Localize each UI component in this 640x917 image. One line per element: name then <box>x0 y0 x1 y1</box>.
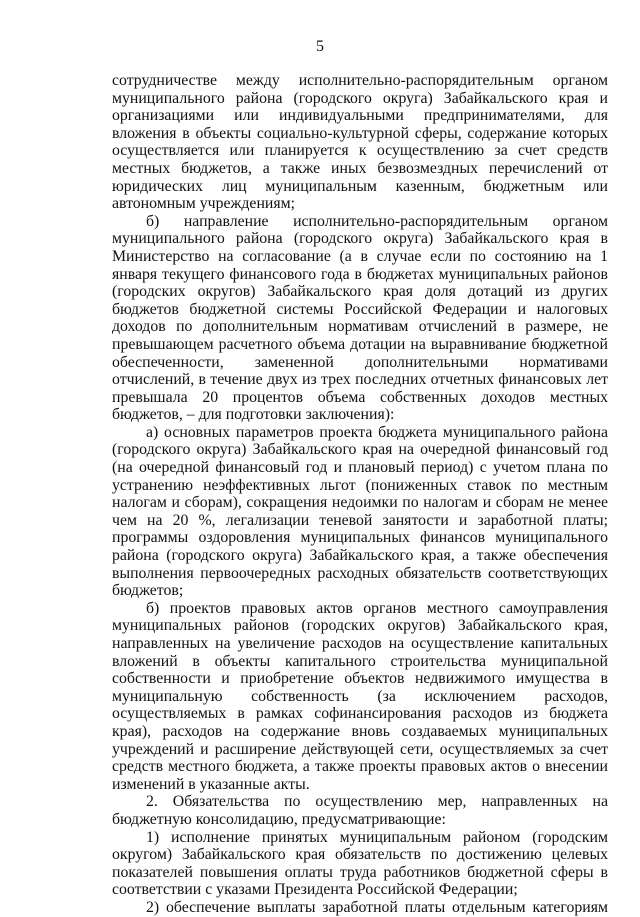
paragraph-subitem-b: б) проектов правовых актов органов местного самоуправления муниципальных районов (городских округов) Забайкальского края, направленных на увеличение расходов на осуществление капитальных вложений в объекты капитального строительства муниципальной собственности и приобретение объектов недвижимого имущества в муниципальную собственность (за исключением расходов, осуществляемых в рамках софинансирования расходов из бюджета края), расходов на содержание вновь создаваемых муниципальных учреждений и расширение действующей сети, осуществляемых за счет средств местного бюджета, а также проекты правовых актов о внесении изменений в указанные акты. <box>112 599 608 793</box>
page-number: 5 <box>316 38 324 55</box>
document-body <box>112 72 608 917</box>
paragraph-continuation: сотрудничестве между исполнительно-распорядительным органом муниципального района (городского округа) Забайкальского края и организациями или индивидуальными предпринимателями, для вложения в объекты социально-культурной сферы, содержание которых осуществляется или планируется к осуществлению за счет средств местных бюджетов, а также иных безвозмездных перечислений от юридических лиц муниципальным казенным, бюджетным или автономным учреждениям; <box>112 72 608 213</box>
paragraph-item-b: б) направление исполнительно-распорядительным органом муниципального района (городского округа) Забайкальского края в Министерство на согласование (а в случае если по состоянию на 1 января текущего финансового года в бюджетах муниципальных районов (городских округов) Забайкальского края доля дотаций из других бюджетов бюджетной системы Российской Федерации и налоговых доходов по дополнительным нормативам отчислений в размере, не превышающем расчетного объема дотации на выравнивание бюджетной обеспеченности, замененной дополнительными нормативами отчислений, в течение двух из трех последних отчетных финансовых лет превышала 20 процентов объема собственных доходов местных бюджетов, – для подготовки заключения): <box>112 212 608 424</box>
paragraph-subitem-2: 2) обеспечение выплаты заработной платы отдельным категориям <box>146 898 608 916</box>
paragraph-subitem-a: а) основных параметров проекта бюджета муниципального района (городского округа) Забайкальского края на очередной финансовый год (на очередной финансовый год и плановый период) с учетом плана по устранению неэффективных льгот (пониженных ставок по местным налогам и сборам), сокращения недоимки по налогам и сборам не менее чем на 20 %, легализации теневой занятости и заработной платы; программы оздоровления муниципальных финансов муниципального района (городского округа) Забайкальского края, а также обеспечения выполнения первоочередных расходных обязательств соответствующих бюджетов; <box>112 423 608 600</box>
paragraph-subitem-1: 1) исполнение принятых муниципальным районом (городским округом) Забайкальского края обязательств по достижению целевых показателей повышения оплаты труда работников бюджетной сферы в соответствии с указами Президента Российской Федерации; <box>112 828 608 899</box>
paragraph-item-2: 2. Обязательства по осуществлению мер, направленных на бюджетную консолидацию, предусматривающие: <box>112 793 608 828</box>
